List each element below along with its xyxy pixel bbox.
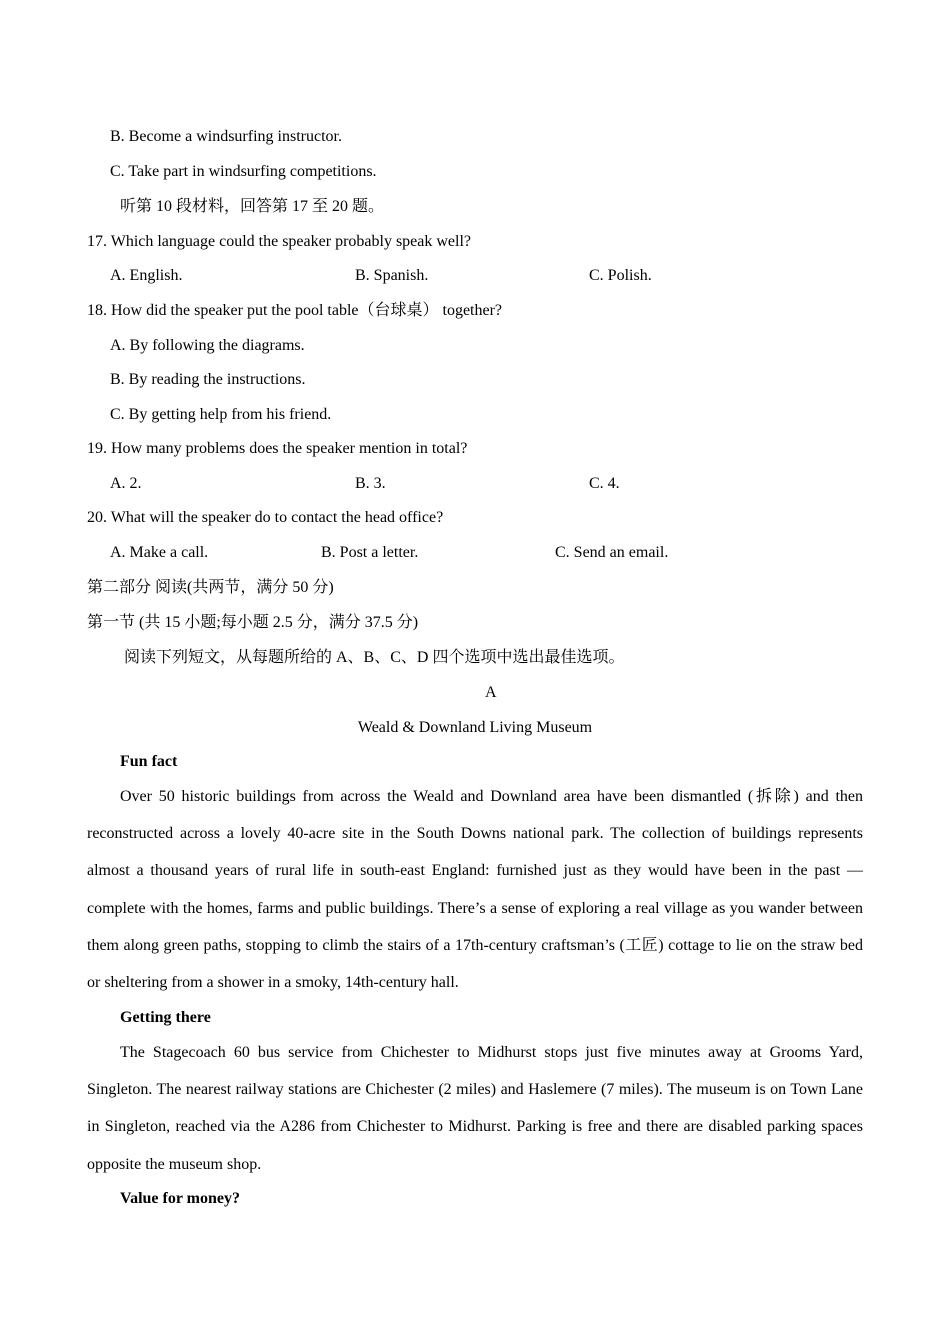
q16-option-c: C. Take part in windsurfing competitions.	[110, 163, 377, 180]
question-17: 17. Which language could the speaker probably speak well?	[87, 233, 472, 250]
option-c: C. 4.	[589, 475, 620, 492]
question-18: 18. How did the speaker put the pool table（台球桌） together?	[87, 302, 503, 319]
section-title: 第一节 (共 15 小题;每小题 2.5 分，满分 37.5 分)	[87, 614, 419, 631]
question-19: 19. How many problems does the speaker mention in total?	[87, 440, 468, 457]
option-b: B. By reading the instructions.	[110, 371, 306, 388]
passage-title: Weald & Downland Living Museum	[357, 719, 593, 736]
reading-instruction: 阅读下列短文，从每题所给的 A、B、C、D 四个选项中选出最佳选项。	[124, 649, 625, 666]
section-heading: Value for money?	[120, 1190, 240, 1207]
part-title: 第二部分 阅读(共两节，满分 50 分)	[87, 579, 334, 596]
option-b: B. Spanish.	[355, 267, 429, 284]
section-paragraph: Over 50 historic buildings from across the Weald and Downland area have been dismantled (拆除) and then reconstructed across a lovely 40-acre site in the South Downs national park. The collection of buildings represents almost a thousand years of rural life in south-east England: furnished just as they would have been in the past — complete with the homes, farms and public buildings. There’s a sense of exploring a real village as you wander between them along green paths, stopping to climb the stairs of a 17th-century craftsman’s (工匠) cottage to lie on the straw bed or sheltering from a shower in a smoky, 14th-century hall.	[87, 788, 863, 992]
option-a: A. English.	[110, 267, 183, 284]
option-a: A. By following the diagrams.	[110, 337, 305, 354]
option-c: C. Polish.	[589, 267, 652, 284]
passage-letter: A	[485, 684, 497, 701]
section-paragraph: The Stagecoach 60 bus service from Chichester to Midhurst stops just five minutes away at Grooms Yard, Singleton. The nearest railway stations are Chichester (2 miles) and Haslemere (7 miles). The museum is on Town Lane in Singleton, reached via the A286 from Chichester to Midhurst. Parking is free and there are disabled parking spaces opposite the museum shop.	[87, 1044, 863, 1173]
listening-instruction: 听第 10 段材料，回答第 17 至 20 题。	[120, 198, 385, 215]
section-heading: Fun fact	[120, 753, 178, 770]
option-a: A. Make a call.	[110, 544, 209, 561]
question-20: 20. What will the speaker do to contact the head office?	[87, 509, 444, 526]
option-c: C. By getting help from his friend.	[110, 406, 332, 423]
option-b: B. Post a letter.	[321, 544, 419, 561]
option-c: C. Send an email.	[555, 544, 669, 561]
section-heading: Getting there	[120, 1009, 211, 1026]
q16-option-b: B. Become a windsurfing instructor.	[110, 128, 342, 145]
option-a: A. 2.	[110, 475, 142, 492]
option-b: B. 3.	[355, 475, 386, 492]
